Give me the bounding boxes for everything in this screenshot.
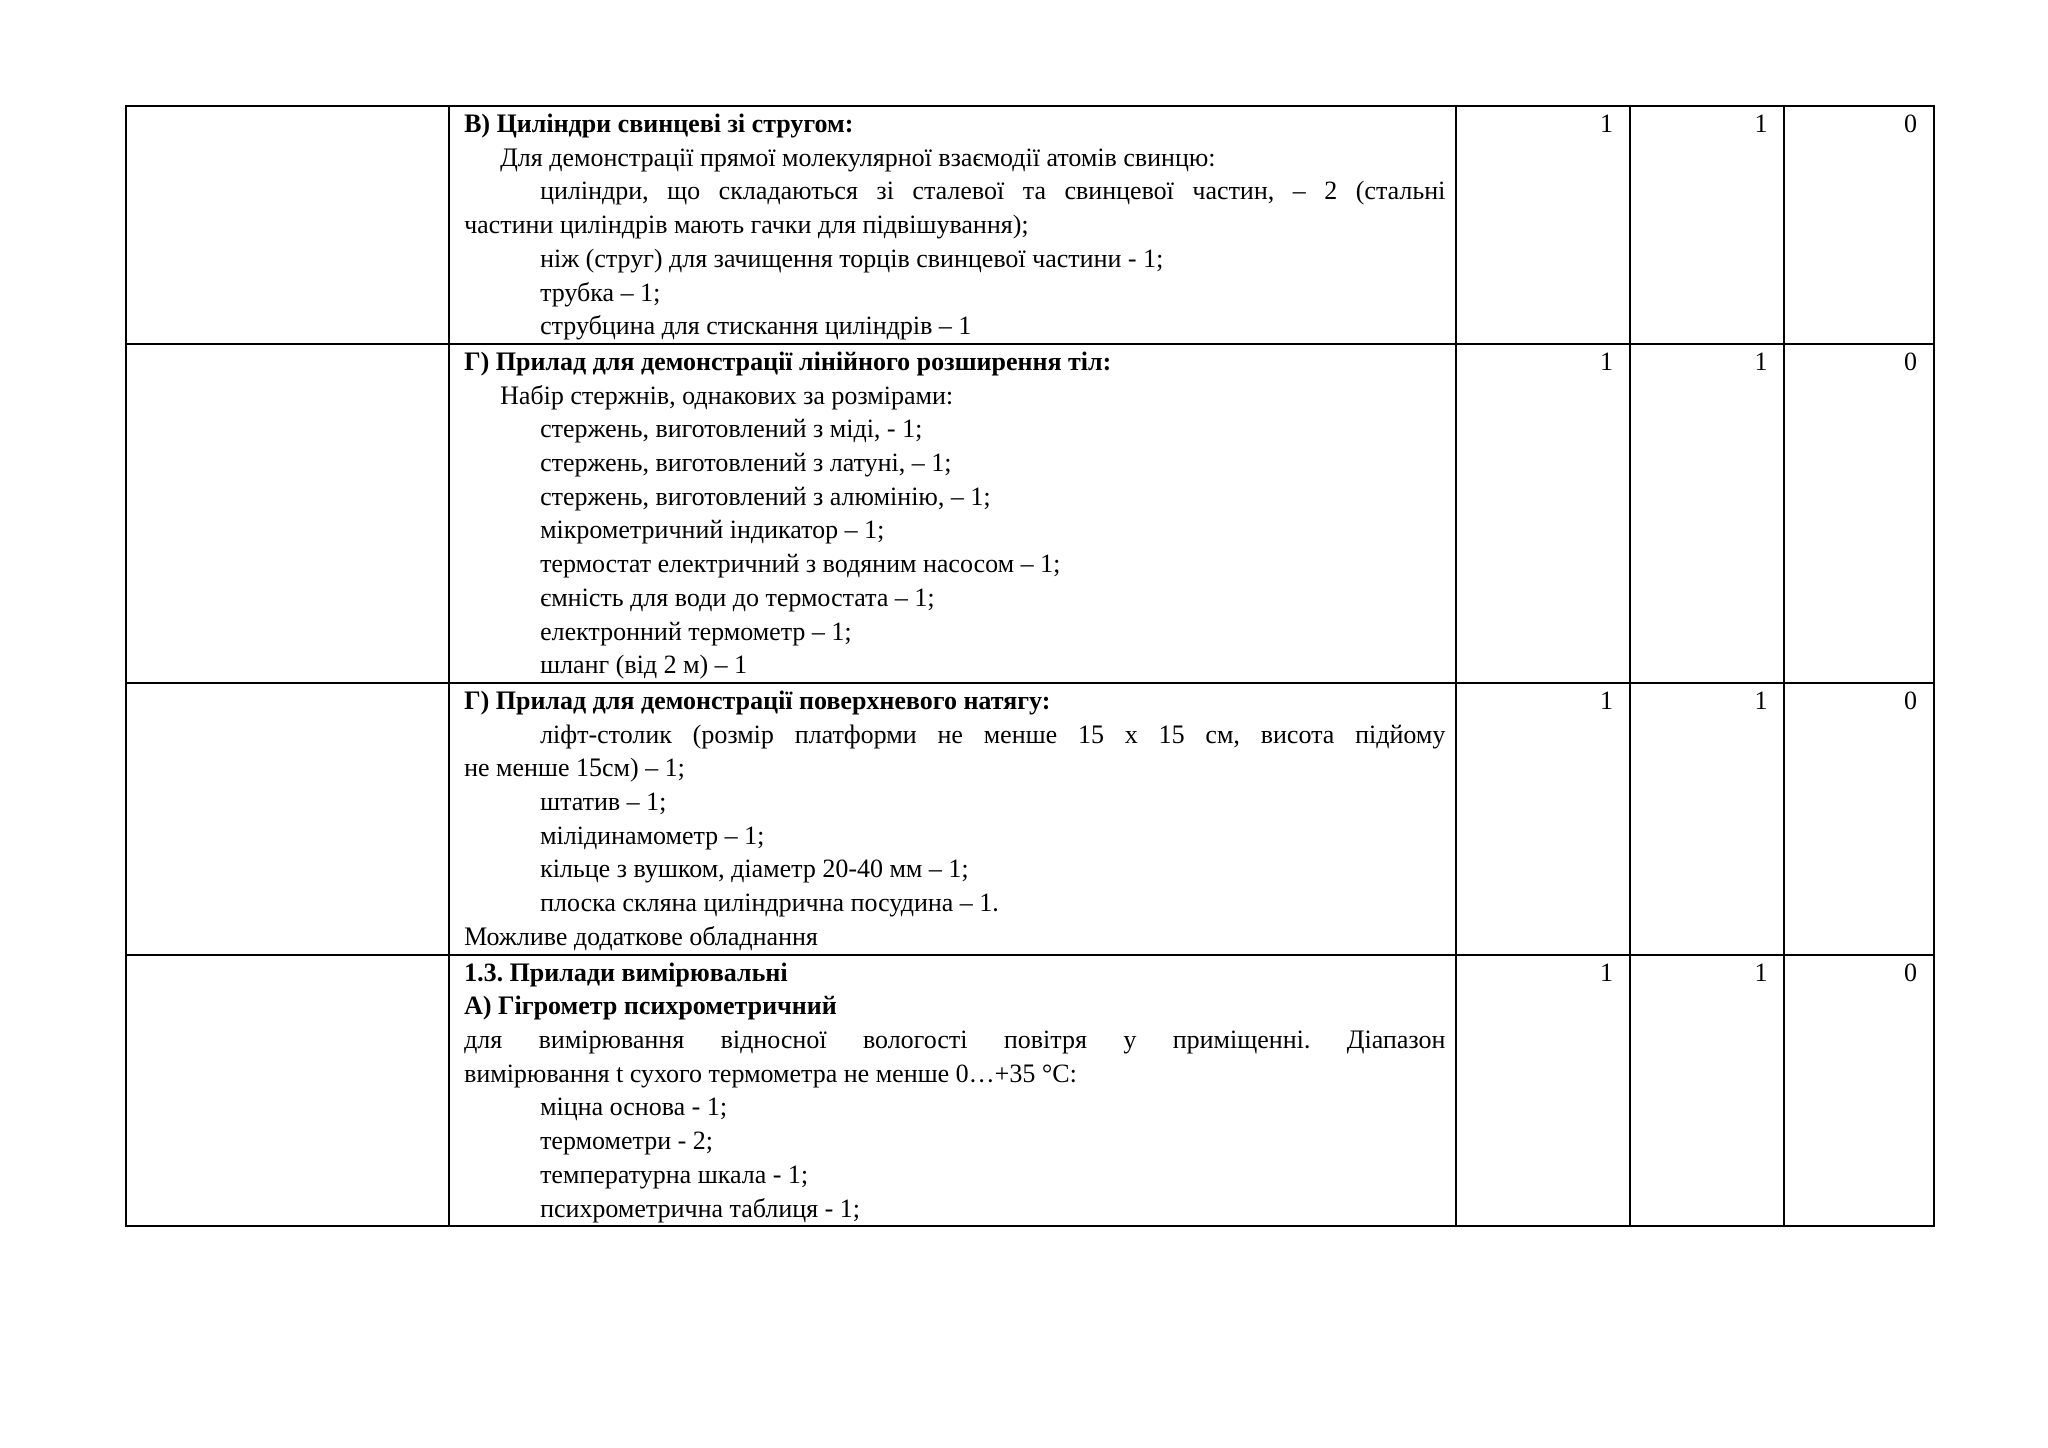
table-cell-description [449,344,1456,683]
table-cell-empty [126,106,449,344]
item-text: термометри - 2; [540,1126,713,1156]
item-heading: В) Циліндри свинцеві зі стругом: [464,109,854,138]
table-cell-value: 1 [1630,955,1785,1227]
item-text: міцна основа - 1; [540,1092,728,1122]
equipment-table [125,105,1935,1227]
item-text: температурна шкала - 1; [540,1159,809,1189]
item-text: Для демонстрації прямої молекулярної взаємодії атомів свинцю: [500,142,1216,172]
table-cell-value: 1 [1630,106,1785,344]
item-text: кільце з вушком, діаметр 20-40 мм – 1; [540,854,969,884]
item-text: стержень, виготовлений з латуні, – 1; [540,448,952,478]
table-row [126,683,1934,955]
table-cell-value: 1 [1456,683,1630,955]
item-text: штатив – 1; [540,787,667,817]
table-cell-value: 1 [1456,106,1630,344]
table-row [126,955,1934,1227]
table-cell-description [449,955,1456,1227]
item-text: трубка – 1; [540,277,661,307]
table-cell-value: 1 [1630,683,1785,955]
item-text: частини циліндрів мають гачки для підвішування); [464,210,1029,240]
item-text: для вимірювання відносної вологості повітря у приміщенні. Діапазон [464,1024,1446,1054]
item-heading: Г) Прилад для демонстрації поверхневого натягу: [464,685,1051,715]
item-text: стержень, виготовлений з алюмінію, – 1; [540,481,991,511]
item-text: психрометрична таблиця - 1; [540,1193,860,1223]
item-heading: А) Гігрометр психрометричний [464,991,837,1021]
table-row [126,344,1934,683]
item-text: шланг (від 2 м) – 1 [540,650,748,680]
table-row [126,106,1934,344]
item-text: струбцина для стискання циліндрів – 1 [540,311,972,341]
item-text: Набір стержнів, однакових за розмірами: [500,380,954,410]
table-cell-value: 1 [1630,344,1785,683]
table-cell-empty [126,683,449,955]
table-cell-description [449,106,1456,344]
table-cell-empty [126,955,449,1227]
table-cell-value: 0 [1784,683,1934,955]
item-text: циліндри, що складаються зі сталевої та свинцевої частин, – 2 (стальні [540,176,1446,206]
item-heading: Г) Прилад для демонстрації лінійного розширення тіл: [464,346,1112,376]
item-text: не менше 15см) – 1; [464,753,685,783]
item-text: Можливе додаткове обладнання [464,921,818,951]
table-cell-description [449,683,1456,955]
item-text: мілідинамометр – 1; [540,820,765,850]
table-cell-value: 0 [1784,344,1934,683]
section-heading: 1.3. Прилади вимірювальні [464,957,788,987]
table-cell-value: 0 [1784,955,1934,1227]
table-cell-value: 1 [1456,344,1630,683]
item-text: стержень, виготовлений з міді, - 1; [540,414,923,444]
item-text: мікрометричний індикатор – 1; [540,515,885,545]
item-text: термостат електричний з водяним насосом – 1; [540,549,1061,579]
item-text: ніж (струг) для зачищення торців свинцевої частини - 1; [540,243,1164,273]
item-text: плоска скляна циліндрична посудина – 1. [540,888,999,918]
item-text: ємність для води до термостата – 1; [540,582,935,612]
table-cell-value: 0 [1784,106,1934,344]
item-text: електронний термометр – 1; [540,616,852,646]
table-cell-value: 1 [1456,955,1630,1227]
item-text: вимірювання t сухого термометра не менше 0…+35 °С: [464,1058,1077,1088]
item-text: ліфт-столик (розмір платформи не менше 15 х 15 см, висота підйому [540,719,1446,749]
table-cell-empty [126,344,449,683]
